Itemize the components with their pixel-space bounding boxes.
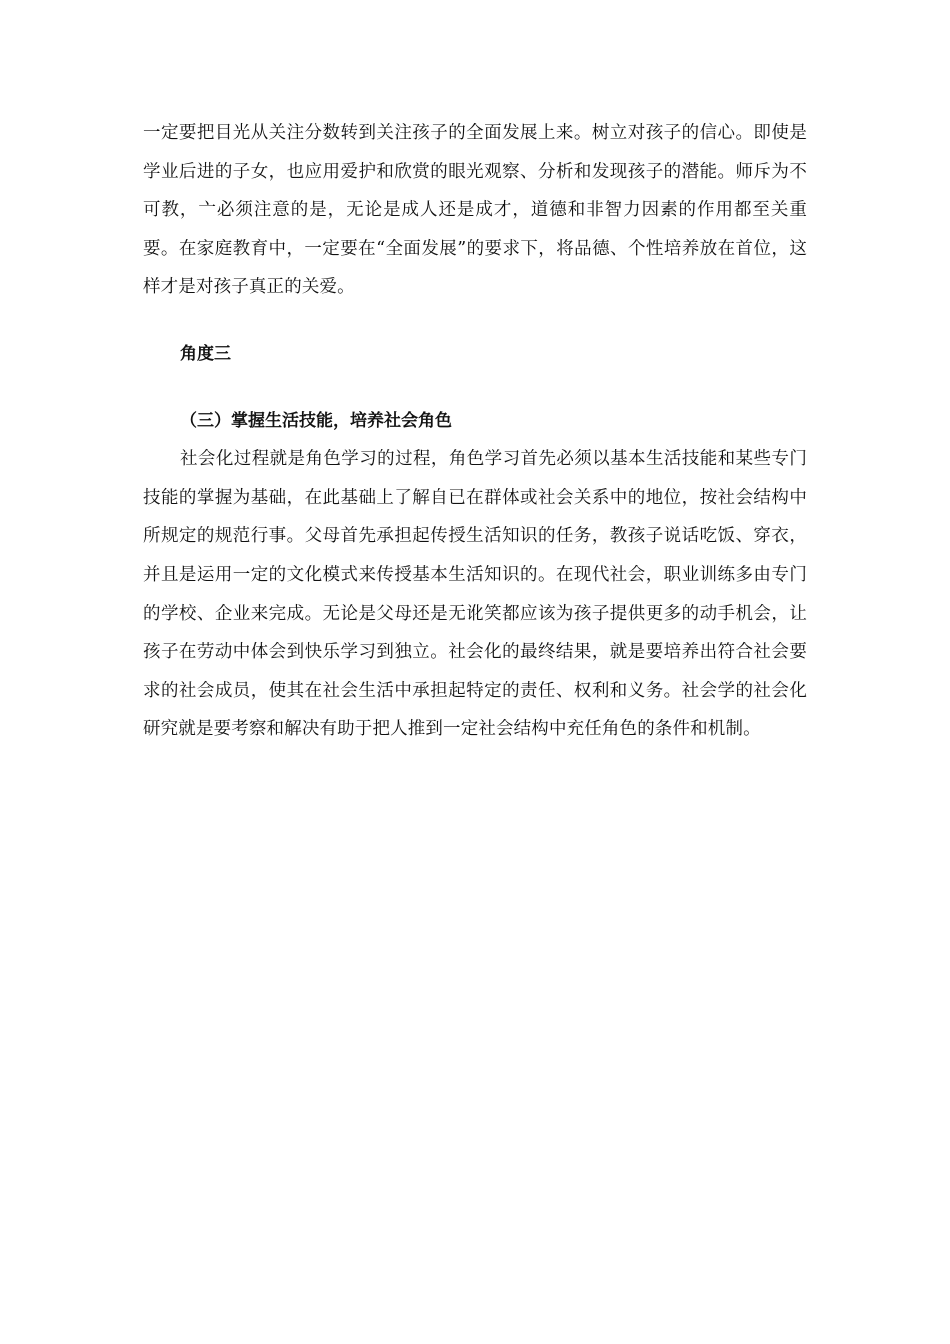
spacer	[143, 374, 807, 402]
paragraph-intro: 一定要把目光从关注分数转到关注孩子的全面发展上来。树立对孩子的信心。即使是学业后进的子女，也应用爱护和欣赏的眼光观察、分析和发现孩子的潜能。师斥为不可教，亠必须注意的是，无论是成人还是成才，道德和非智力因素的作用都至关重要。在家庭教育中，一定要在“全面发展”的要求下，将品德、个性培养放在首位，这样才是对孩子真正的关爱。	[143, 123, 807, 298]
spacer	[143, 307, 807, 335]
document-body	[143, 114, 807, 749]
paragraph-socialization: 社会化过程就是角色学习的过程，角色学习首先必须以基本生活技能和某些专门技能的掌握为基础，在此基础上了解自已在群体或社会关系中的地位，按社会结构中所规定的规范行事。父母首先承担起传授生活知识的任务，教孩子说话吃饭、穿衣，并且是运用一定的文化模式来传授基本生活知识的。在现代社会，职业训练多由专门的学校、企业来完成。无论是父母还是无讹笑都应该为孩子提供更多的动手机会，让孩子在劳动中体会到快乐学习到独立。社会化的最终结果，就是要培养出符合社会要求的社会成员，使其在社会生活中承担起特定的责任、权利和义务。社会学的社会化研究就是要考察和解决有助于把人推到一定社会结构中充任角色的条件和机制。	[143, 449, 807, 740]
angle-heading: 角度三	[180, 343, 231, 364]
section-heading: （三）掌握生活技能，培养社会角色	[180, 410, 452, 431]
